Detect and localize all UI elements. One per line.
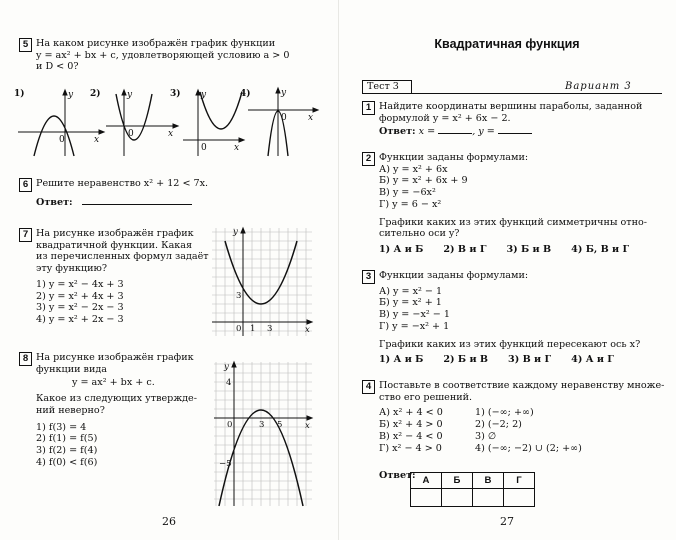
axis-y-label: y [233, 227, 238, 237]
origin-label: 0 [236, 324, 242, 334]
variant-label: Вариант 3 [565, 81, 632, 92]
answer-option[interactable]: 1) f(3) = 4 [36, 421, 87, 433]
question-text-line: На каком рисунке изображён график функции [36, 38, 276, 49]
question-text-line: Найдите координаты вершины параболы, заданной [379, 101, 643, 112]
answer-option[interactable]: 4) f(0) < f(6) [36, 456, 98, 468]
question-number: 8 [19, 352, 32, 366]
page-number: 27 [500, 514, 514, 528]
question-text-line: сительно оси y? [379, 228, 460, 240]
tick-label: −5 [219, 459, 232, 469]
question-text-line: y = ax² + bx + c, удовлетворяющей условию a > 0 [36, 49, 290, 61]
axis-x-label: x [234, 143, 240, 153]
question-text-line: На рисунке изображён график [36, 228, 194, 239]
answer-option[interactable]: 2) f(1) = f(5) [36, 433, 98, 445]
tick-label: 3 [259, 420, 265, 430]
origin-label: 0 [128, 129, 134, 139]
answer-option[interactable]: 3) f(2) = f(4) [36, 444, 98, 456]
graph-label: 4) [240, 89, 251, 99]
answer-label: Ответ: [36, 196, 73, 208]
answer-cell[interactable] [411, 489, 442, 507]
answer-x-label: x = [418, 126, 439, 138]
graph-label: 2) [90, 89, 101, 99]
answer-option[interactable]: 1) y = x² − 4x + 3 [36, 278, 124, 290]
question-text-line: Какое из следующих утвержде- [36, 393, 197, 405]
tick-label: 1 [250, 324, 256, 334]
table-header-cell: А [411, 473, 442, 489]
axis-y-label: y [68, 90, 74, 100]
answer-label: Ответ: [379, 470, 416, 481]
answer-option[interactable]: 2) y = x² + 4x + 3 [36, 290, 124, 302]
origin-label: 0 [59, 135, 65, 145]
graph-label: 3) [170, 89, 181, 99]
formula-item: А) y = x² + 6x [379, 163, 448, 175]
formula-item: Г) y = 6 − x² [379, 198, 442, 210]
solution-item: 3) ∅ [475, 430, 497, 442]
question-intro: Функции заданы формулами: [379, 270, 529, 281]
axis-y-label: y [281, 88, 287, 98]
question-number: 6 [19, 178, 32, 192]
question-formula: y = ax² + bx + c. [72, 377, 155, 389]
answer-y-label: , y = [472, 126, 498, 138]
graph-label: 1) [14, 89, 25, 99]
right-page [338, 0, 676, 540]
formula-item: А) y = x² − 1 [379, 285, 443, 297]
tick-label: 3 [236, 291, 242, 301]
answer-x-blank[interactable] [438, 133, 472, 134]
graph-1 [18, 90, 104, 156]
page-number: 26 [162, 514, 176, 528]
answer-blank[interactable] [82, 204, 192, 205]
axis-x-label: x [305, 325, 310, 335]
answer-option[interactable]: 3) y = x² − 2x − 3 [36, 302, 124, 314]
solution-item: 1) (−∞; +∞) [475, 407, 534, 419]
answer-option[interactable]: 4) Б, В и Г [571, 243, 630, 255]
inequality-item: А) x² + 4 < 0 [379, 407, 443, 419]
question-text-line: Графики каких из этих функций симметричны отно- [379, 216, 648, 228]
solution-item: 2) (−2; 2) [475, 419, 522, 431]
question-text: Решите неравенство x² + 12 < 7x. [36, 178, 209, 189]
question-text-line: функции вида [36, 363, 107, 375]
formula-item: В) y = −x² − 1 [379, 309, 450, 321]
question-text-line: На рисунке изображён график [36, 352, 194, 363]
axis-x-label: x [94, 135, 100, 145]
inequality-item: Г) x² − 4 > 0 [379, 442, 442, 454]
axis-x-label: x [305, 421, 310, 431]
origin-label: 0 [227, 420, 233, 430]
question-text-line: ний неверно? [36, 404, 105, 416]
answer-label: Ответ: [379, 126, 416, 138]
axis-y-label: y [201, 90, 207, 100]
answer-option[interactable]: 2) В и Г [443, 243, 487, 255]
answer-y-blank[interactable] [498, 133, 532, 134]
axis-x-label: x [168, 129, 174, 139]
formula-item: Б) y = x² + 1 [379, 297, 442, 309]
answer-option[interactable]: 2) Б и В [443, 354, 489, 366]
q8-graph [214, 360, 314, 508]
answer-option[interactable]: 3) Б и В [506, 243, 552, 255]
answer-cell[interactable] [504, 489, 535, 507]
inequality-item: Б) x² + 4 > 0 [379, 419, 443, 431]
question-text-line: и D < 0? [36, 61, 79, 73]
answer-option[interactable]: 3) В и Г [508, 354, 552, 366]
question-number: 3 [362, 270, 375, 284]
question-text-line: формулой y = x² + 6x − 2. [379, 112, 511, 124]
answer-cell[interactable] [442, 489, 473, 507]
inequality-item: В) x² − 4 < 0 [379, 430, 443, 442]
graph-2 [106, 90, 178, 156]
answer-option[interactable]: 1) А и Б [379, 354, 424, 366]
question-number: 1 [362, 101, 375, 115]
formula-item: В) y = −6x² [379, 187, 436, 199]
question-text-line: ство его решений. [379, 391, 473, 403]
tick-label: 5 [277, 420, 283, 430]
question-text-line: эту функцию? [36, 263, 107, 275]
answer-option[interactable]: 1) А и Б [379, 243, 424, 255]
answer-option[interactable]: 4) А и Г [571, 354, 614, 366]
formula-item: Г) y = −x² + 1 [379, 320, 450, 332]
question-text-line: из перечисленных формул задаёт [36, 251, 209, 263]
question-number: 7 [19, 228, 32, 242]
tick-label: 4 [226, 378, 232, 388]
question-number: 5 [19, 38, 32, 52]
q7-graph [212, 226, 314, 338]
question-text: Графики каких из этих функций пересекают ось x? [379, 338, 641, 350]
tick-label: 3 [267, 324, 273, 334]
axis-y-label: y [127, 90, 133, 100]
question-number: 4 [362, 380, 375, 394]
question-intro: Функции заданы формулами: [379, 152, 529, 163]
q5-graphs [14, 86, 328, 158]
question-text-line: квадратичной функции. Какая [36, 239, 193, 251]
table-header-cell: Г [504, 473, 535, 489]
origin-label: 0 [201, 143, 207, 153]
formula-item: Б) y = x² + 6x + 9 [379, 175, 468, 187]
test-label: Тест 3 [362, 80, 412, 94]
answer-cell[interactable] [473, 489, 504, 507]
question-number: 2 [362, 152, 375, 166]
table-header-cell: В [473, 473, 504, 489]
header-rule [362, 93, 662, 94]
table-header-cell: Б [442, 473, 473, 489]
solution-item: 4) (−∞; −2) ∪ (2; +∞) [475, 442, 582, 454]
question-text-line: Поставьте в соответствие каждому неравенству множе- [379, 380, 665, 391]
answer-option[interactable]: 4) y = x² + 2x − 3 [36, 313, 124, 325]
axis-y-label: y [224, 362, 229, 372]
axis-x-label: x [308, 113, 314, 123]
answer-table [410, 472, 535, 507]
origin-label: 0 [281, 113, 287, 123]
page-title: Квадратичная функция [434, 37, 580, 51]
